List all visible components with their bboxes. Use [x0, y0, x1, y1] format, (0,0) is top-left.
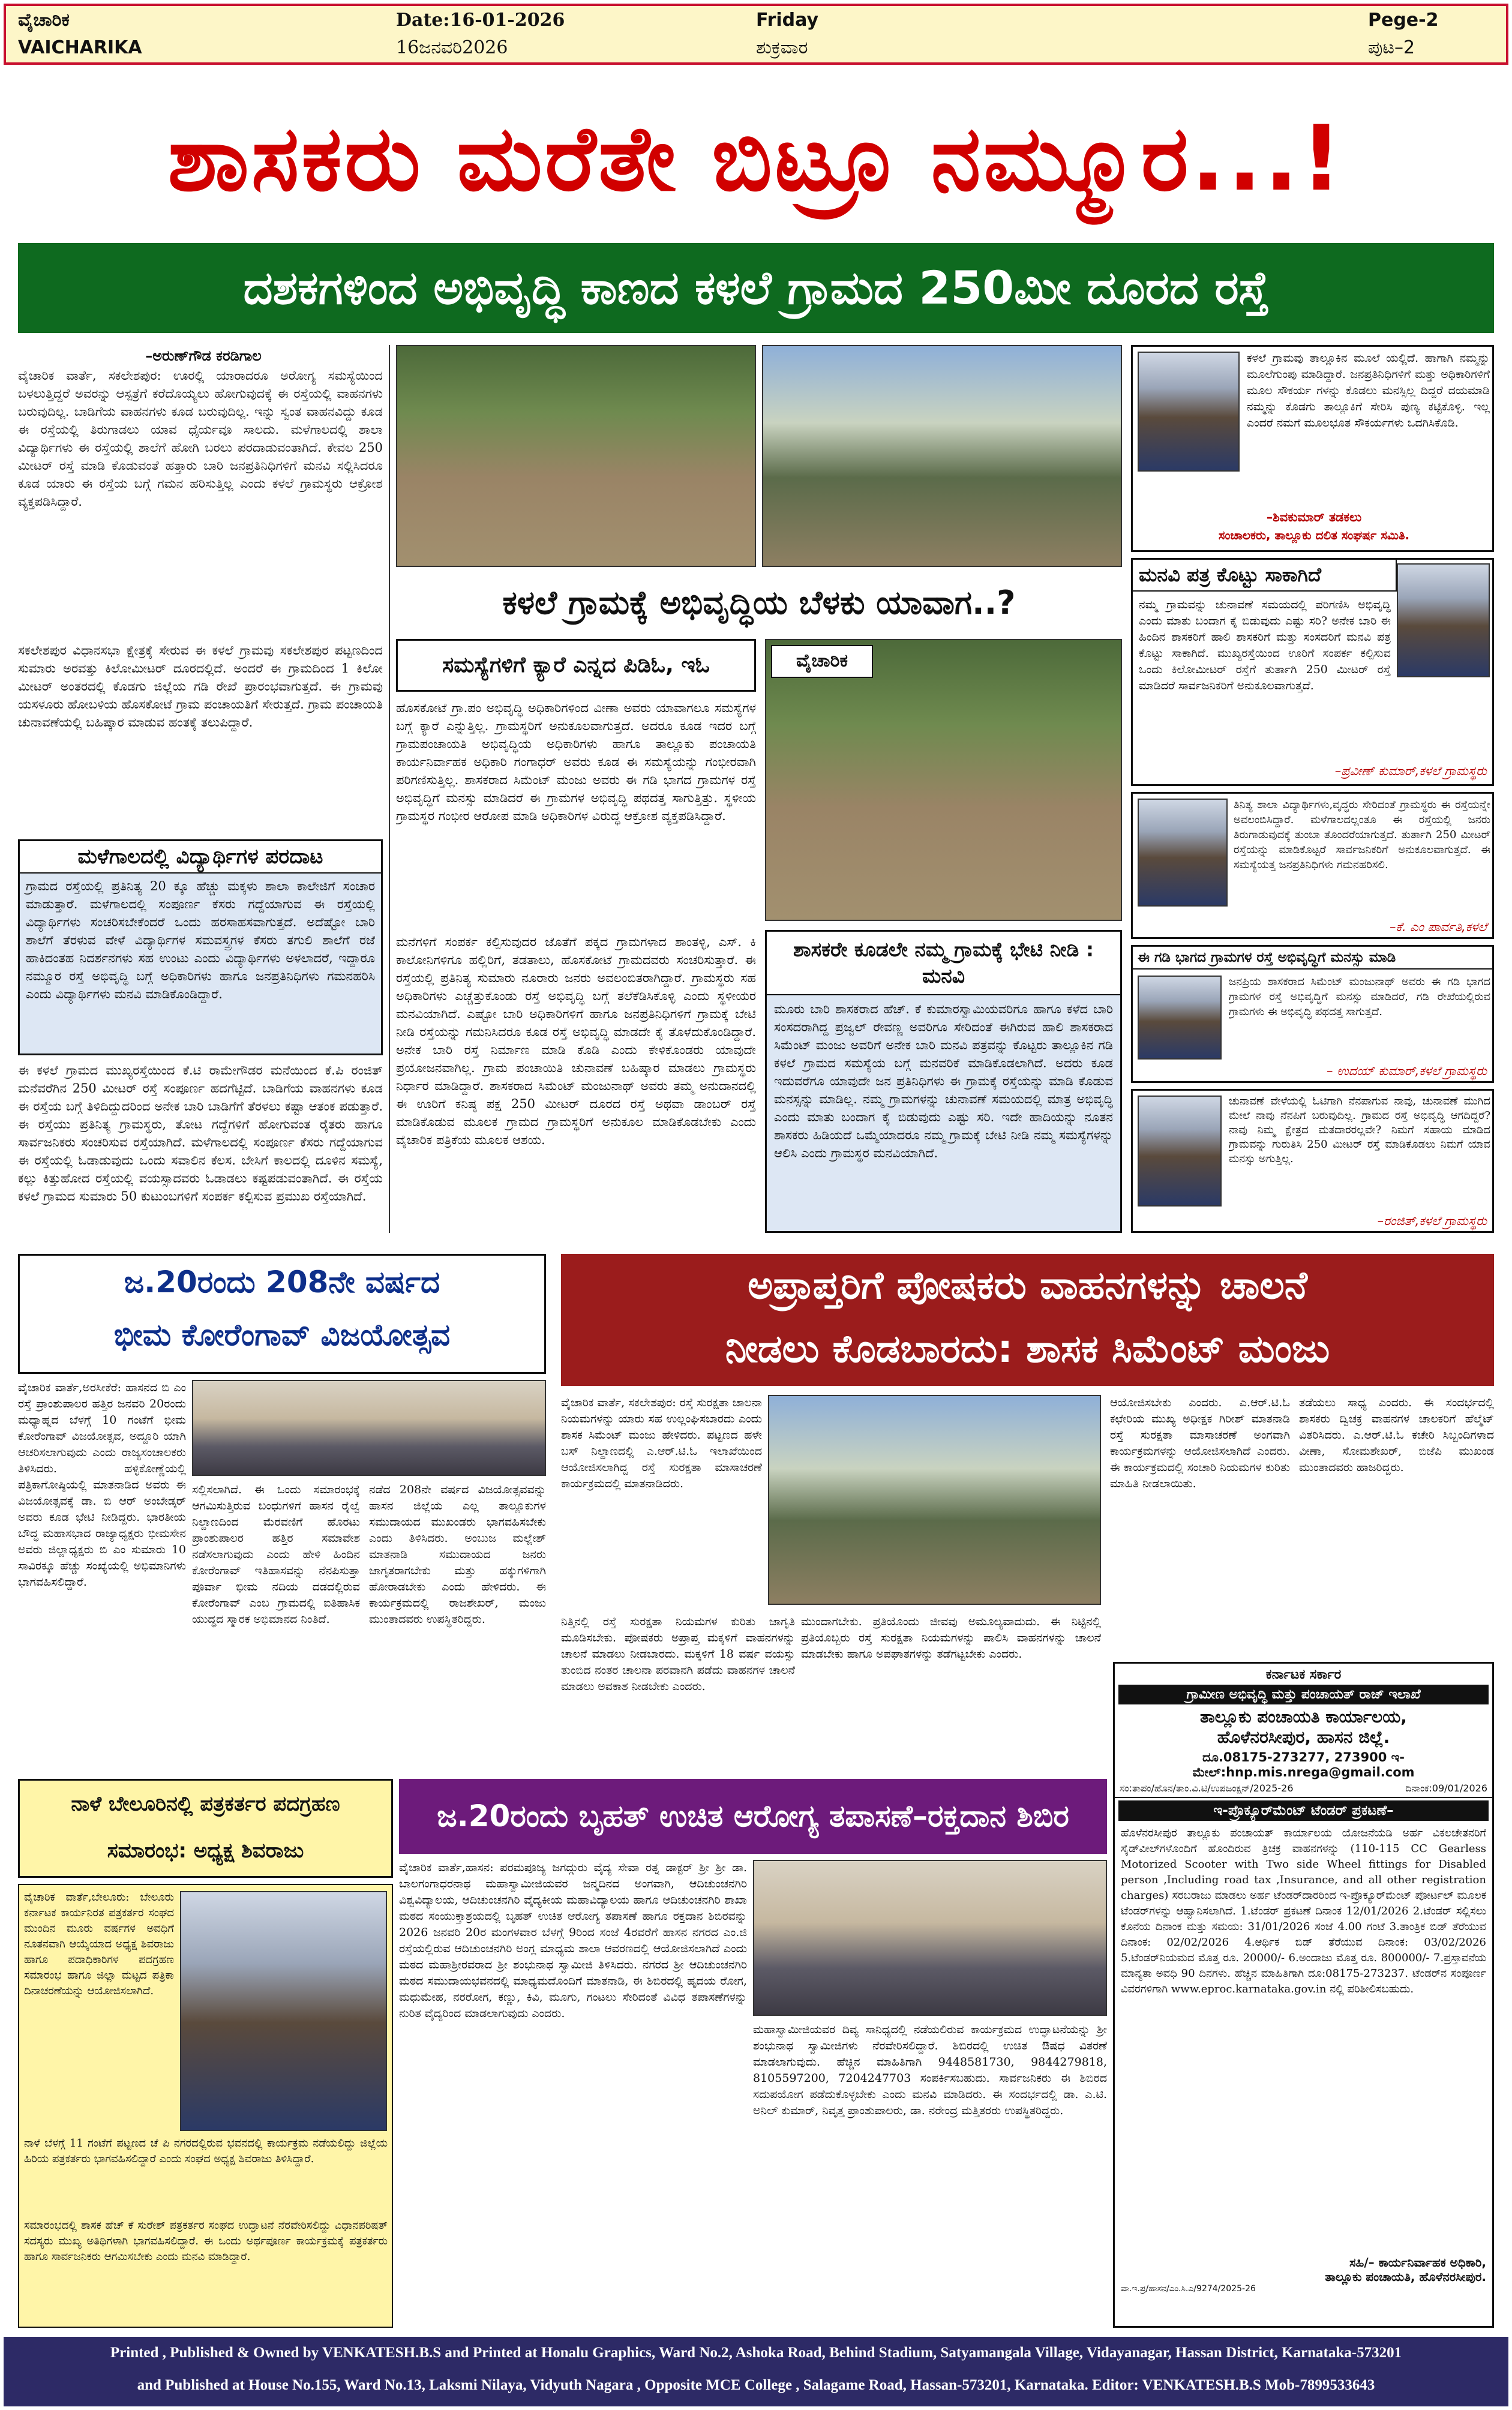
- road-safety-title-box: [561, 1254, 1494, 1386]
- health-story-title: ಜ.20ರಂದು ಬೃಹತ್ ಉಚಿತ ಆರೋಗ್ಯ ತಪಾಸಣೆ–ರಕ್ತದಾನ ಶಿಬಿರ: [437, 1799, 1069, 1833]
- appeal-box: [765, 930, 1122, 1233]
- mid-story-body: ಹೊಸಕೋಟೆ ಗ್ರಾ.ಪಂ ಅಭಿವೃದ್ಧಿ ಅಧಿಕಾರಿಗಳಿಂದ ವೀಣಾ ಅವರು ಯಾವಾಗಲೂ ಸಮಸ್ಯೆಗಳ ಬಗ್ಗೆ ಕ್ಯಾರೆ ಎನ್ನುತ್ತಿಲ್ಲ. ಗ್ರಾಮಸ್ಥರಿಗೆ ಅನುಕೂಲವಾಗುತ್ತದೆ. ಅದರೂ ಕೂಡ ಇದರ ಬಗ್ಗೆ ಗ್ರಾಮಪಂಚಾಯತಿ ಅಭಿವೃದ್ಧಿಯ ಅಧಿಕಾರಿಗಳು ಹಾಗೂ ತಾಲ್ಲೂಕು ಪಂಚಾಯತಿ ಕಾರ್ಯನಿರ್ವಾಹಕ ಅಧಿಕಾರಿ ಗಂಗಾಧರ್ ಅವರು ಕೂಡ ಈ ಸಮಸ್ಯೆಯನ್ನು ಗಂಭೀರವಾಗಿ ಪರಿಗಣಿಸುತ್ತಿಲ್ಲ. ಶಾಸಕರಾದ ಸಿಮೆಂಟ್ ಮಂಜು ಅವರು ಈ ಗಡಿ ಭಾಗದ ಗ್ರಾಮಗಳ ರಸ್ತೆ ಅಭಿವೃದ್ಧಿಗೆ ಮನಸ್ಸು ಮಾಡಿದರೆ ಈ ಗ್ರಾಮಗಳ ಅಭಿವೃದ್ಧಿ ಪಥದತ್ತ ಸಾಗುತ್ತಿತ್ತು. ಸ್ಥಳೀಯ ಗ್ರಾಮಸ್ಥರ ಗಂಭೀರ ಆರೋಪ ಮಾಡಿ ಅಧಿಕಾರಿಗಳ ವಿರುದ್ಧ ಆಕ್ರೋಶ ವ್ಯಕ್ತಪಡಿಸಿದ್ದಾರೆ.: [396, 701, 756, 823]
- lead-body-3: ಈ ಕಳಲೆ ಗ್ರಾಮದ ಮುಖ್ಯರಸ್ತೆಯಿಂದ ಕೆ.ಟಿ ರಾಮೇಗೌಡರ ಮನೆಯಿಂದ ಕೆ.ಪಿ ರಂಜಿತ್ ಮನೆವರೆಗಿನ 250 ಮೀಟರ್ ರಸ್ತೆ ಸಂಪೂರ್ಣ ಹದಗೆಟ್ಟಿದೆ. ಬಾಡಿಗೆಯ ವಾಹನಗಳು ಕೂಡ ಈ ರಸ್ತೆಯ ಬಗ್ಗೆ ತಿಳಿದಿದ್ದುದರಿಂದ ಅನೇಕ ಬಾರಿ ಬಾಡಿಗೆಗೆ ತೆರಳಲು ಕಷ್ಟಾ ಆತಂಕ ಪಡುತ್ತಾರೆ. ಈ ರಸ್ತೆಯು ಪ್ರತಿನಿತ್ಯ ಗ್ರಾಮಸ್ಥರು, ತೋಟ ಗದ್ದೆಗಳಿಗೆ ಹೋಗುವಂತ ರೈತರು ಹಾಗೂ ಸಾರ್ವಜನಿಕರು ಸಂಚರಿಸುವ ರಸ್ತೆಯಾಗಿದೆ. ಮಳೆಗಾಲದಲ್ಲಿ ಸಂಪೂರ್ಣ ಕೆಸರು ಗದ್ದೆಯಾಗುವ ಈ ರಸ್ತೆಯಲ್ಲಿ ಓಡಾಡುವುದು ಒಂದು ಸವಾಲಿನ ಕೆಲಸ. ಬೇಸಿಗೆ ಕಾಲದಲ್ಲಿ ದೂಳಿನ ಸಮಸ್ಯೆ, ಕಲ್ಲು ಕಿತ್ತುಹೋದ ರಸ್ತೆಯಲ್ಲಿ ವಯಸ್ಸಾದವರು ಓಡಾಡಲು ಕಷ್ಟಪಡುವಂತಾಗಿದೆ. ಈ ರಸ್ತೆಯ ಕಳಲೆ ಗ್ರಾಮದ ಸುಮಾರು 50 ಕುಟುಂಬಗಳಿಗೆ ಸಂಪರ್ಕ ಕಲ್ಪಿಸುವ ಪ್ರಮುಖ ರಸ್ತೆಯಾಗಿದೆ.: [18, 1063, 383, 1204]
- tender-office: ತಾಲ್ಲೂಕು ಪಂಚಾಯತಿ ಕಾರ್ಯಾಲಯ,: [1200, 1707, 1407, 1727]
- tender-sign-office: ತಾಲ್ಲೂಕು ಪಂಚಾಯತಿ, ಹೊಳೆನರಸೀಪುರ.: [1325, 2270, 1486, 2284]
- right-quote-1: [1131, 345, 1494, 552]
- journalist-title-line2: ಸಮಾರಂಭ: ಅಧ್ಯಕ್ಷ ಶಿವರಾಜು: [107, 1839, 304, 1863]
- health-story-title-box: [399, 1779, 1107, 1854]
- portrait-ranjith: [1138, 1096, 1222, 1206]
- masthead-page-kn: ಪುಟ–2: [1368, 37, 1415, 58]
- tender-footer-ref: ವಾ.ಇ.ಪ್ರ/ಹಾಸನ/ಎಂ.ಸಿ.ಎ/9274/2025-26: [1121, 2284, 1256, 2294]
- tender-heading: ಇ-ಪ್ರೊಕ್ಯೂರ್‌ಮೆಂಟ್ ಟೆಂಡರ್ ಪ್ರಕಟಣೆ–: [1118, 1800, 1489, 1821]
- petition-box-title: ಮನವಿ ಪತ್ರ ಕೊಟ್ಟು ಸಾಕಾಗಿದೆ: [1133, 560, 1397, 592]
- tender-ref-row: [1115, 1780, 1492, 1798]
- health-press-photo: [753, 1860, 1107, 2016]
- sub-headline-text: ದಶಕಗಳಿಂದ ಅಭಿವೃದ್ಧಿ ಕಾಣದ ಕಳಲೆ ಗ್ರಾಮದ 250ಮೀ ದೂರದ ರಸ್ತೆ: [243, 261, 1269, 314]
- students-box: [18, 839, 383, 1055]
- quote3-sig: –ಕೆ. ಎಂ ಪಾರ್ವತಿ,ಕಳಲೆ: [1390, 920, 1487, 934]
- mid-story-title-box: [396, 639, 756, 692]
- bhima-title-line2: ಭೀಮ ಕೋರೆಂಗಾವ್ ವಿಜಯೋತ್ಸವ: [113, 1317, 451, 1352]
- masthead: [4, 4, 1508, 65]
- tender-sign-title: ಸಹಿ/– ಕಾರ್ಯನಿರ್ವಾಹಕ ಅಧಿಕಾರಿ,: [1349, 2255, 1486, 2270]
- petition-box-body: ನಮ್ಮ ಗ್ರಾಮವನ್ನು ಚುನಾವಣೆ ಸಮಯದಲ್ಲಿ ಪರಿಗಣಿಸಿ ಅಭಿವೃದ್ಧಿ ಎಂದು ಮಾತು ಬಂದಾಗ ಕೈ ಬಿಡುವುದು ಎಷ್ಟು ಸರಿ? ಅನೇಕ ಬಾರಿ ಈ ಹಿಂದಿನ ಶಾಸಕರಿಗೆ ಹಾಲಿ ಶಾಸಕರಿಗೆ ಮತ್ತು ಸಂಸದರಿಗೆ ಮನವಿ ಪತ್ರ ಕೊಟ್ಟು ಸಾಕಾಗಿದೆ. ಮುಖ್ಯರಸ್ತೆಯಿಂದ ಊರಿಗೆ ಸಂಪರ್ಕ ಕಲ್ಪಿಸುವ ಒಂದು ಕಿಲೋಮೀಟರ್ ರಸ್ತೆಗೆ ತುರ್ತಾಗಿ 250 ಮೀಟರ್ ರಸ್ತೆ ಮಾಡಿದರೆ ಸಾರ್ವಜನಿಕರಿಗೆ ಅನುಕೂಲವಾಗುತ್ತದೆ.: [1139, 598, 1391, 692]
- portrait-uday: [1138, 976, 1222, 1060]
- right-box-4: [1131, 945, 1494, 1083]
- journalist-body-3: ಸಮಾರಂಭದಲ್ಲಿ ಶಾಸಕ ಹೆಚ್ ಕೆ ಸುರೇಶ್ ಪತ್ರಕರ್ತರ ಸಂಘದ ಉದ್ಘಾಟನೆ ನೆರವೇರಿಸಲಿದ್ದು ವಿಧಾನಪರಿಷತ್ ಸದಸ್ಯರು ಮುಖ್ಯ ಅತಿಥಿಗಳಾಗಿ ಭಾಗವಹಿಸಲಿದ್ದಾರೆ. ಈ ಒಂದು ಅರ್ಥಪೂರ್ಣ ಕಾರ್ಯಕ್ರಮಕ್ಕೆ ಪತ್ರಕರ್ತರು ಹಾಗೂ ಸಾರ್ವಜನಿಕರು ಆಗಮಿಸಬೇಕು ಎಂದು ಮನವಿ ಮಾಡಿದ್ದಾರೆ.: [24, 2219, 388, 2263]
- footer-imprint: [4, 2337, 1508, 2406]
- masthead-page-en: Pege-2: [1368, 10, 1439, 31]
- photo-banner: ಕಳಲೆ ಗ್ರಾಮಕ್ಕೆ ಅಭಿವೃದ್ಧಿಯ ಬೆಳಕು ಯಾವಾಗ..?: [502, 584, 1016, 622]
- lead-byline: –ಅರುಣ್‌ಗೌಡ ಕರಡಿಗಾಲ: [145, 347, 262, 364]
- box4-title: ಈ ಗಡಿ ಭಾಗದ ಗ್ರಾಮಗಳ ರಸ್ತೆ ಅಭಿವೃದ್ಧಿಗೆ ಮನಸ್ಸು ಮಾಡಿ: [1133, 947, 1492, 970]
- journalist-title-line1: ನಾಳೆ ಬೇಲೂರಿನಲ್ಲಿ ಪತ್ರಕರ್ತರ ಪದಗ್ರಹಣ: [71, 1792, 340, 1816]
- lead-story-column: [18, 345, 390, 1233]
- journalist-body-2: ನಾಳೆ ಬೆಳಗ್ಗೆ 11 ಗಂಟೆಗೆ ಪಟ್ಟಣದ ಚೆ ಪಿ ನಗರದಲ್ಲಿರುವ ಭವನದಲ್ಲಿ ಕಾರ್ಯಕ್ರಮ ನಡೆಯಲಿದ್ದು ಜಿಲ್ಲೆಯ ಹಿರಿಯ ಪತ್ರಕರ್ತರು ಭಾಗವಹಿಸಲಿದ್ದಾರೆ ಎಂದು ಸಂಘದ ಅಧ್ಯಕ್ಷ ಶಿವರಾಜು ತಿಳಿಸಿದ್ದಾರೆ.: [24, 2137, 388, 2165]
- students-box-title: ಮಳೆಗಾಲದಲ್ಲಿ ವಿದ್ಯಾರ್ಥಿಗಳ ಪರದಾಟ: [20, 841, 381, 874]
- quote5-sig: –ರಂಜಿತ್,ಕಳಲೆ ಗ್ರಾಮಸ್ಥರು: [1377, 1214, 1487, 1228]
- portrait-shivaraju: [180, 1891, 387, 2131]
- journalist-story-body-area: [18, 1884, 393, 2328]
- road-safety-body-1: ವೈಚಾರಿಕ ವಾರ್ತೆ, ಸಕಲೇಶಪುರ: ರಸ್ತೆ ಸುರಕ್ಷತಾ ಚಾಲನಾ ನಿಯಮಗಳನ್ನು ಯಾರು ಸಹ ಉಲ್ಲಂಘಿಸಬಾರದು ಎಂದು ಶಾಸಕ ಸಿಮೆಂಟ್ ಮಂಜು ಹೇಳಿದರು. ಪಟ್ಟಣದ ಹಳೇ ಬಸ್ ನಿಲ್ದಾಣದಲ್ಲಿ ಎ.ಆರ್.ಟಿ.ಓ ಇಲಾಖೆಯಿಂದ ಆಯೋಜಿಸಲಾಗಿದ್ದ ರಸ್ತೆ ಸುರಕ್ಷತಾ ಮಾಸಾಚರಣೆ ಕಾರ್ಯಕ್ರಮದಲ್ಲಿ ಮಾತನಾಡಿದರು.: [561, 1396, 762, 1490]
- lead-body-2: ಸಕಲೇಶಪುರ ವಿಧಾನಸಭಾ ಕ್ಷೇತ್ರಕ್ಕೆ ಸೇರುವ ಈ ಕಳಲೆ ಗ್ರಾಮವು ಸಕಲೇಶಪುರ ಪಟ್ಟಣದಿಂದ ಸುಮಾರು ಅರವತ್ತು ಕಿಲೋಮೀಟರ್ ದೂರದಲ್ಲಿದೆ. ಅಂದರೆ ಈ ಗ್ರಾಮದಿಂದ 1 ಕಿಲೋ ಮೀಟರ್ ಅಂತರದಲ್ಲಿ ಕೊಡಗು ಜಿಲ್ಲೆಯ ಗಡಿ ರೇಖೆ ಪ್ರಾರಂಭವಾಗುತ್ತದೆ. ಈ ಗ್ರಾಮವು ಯಸಳೂರು ಹೋಬಳಿಯ ಹೊಸಕೋಟೆ ಗ್ರಾಮ ಪಂಚಾಯತಿಗೆ ಸೇರುತ್ತದೆ. ಗ್ರಾಮ ಪಂಚಾಯತಿ ಚುನಾವಣೆಯಲ್ಲಿ ಬಹಿಷ್ಕಾರ ಮಾಡುವ ಹಂತಕ್ಕೆ ತಲುಪಿದ್ದಾರೆ.: [18, 643, 383, 730]
- bhima-title-line1: ಜ.20ರಂದು 208ನೇ ವರ್ಷದ: [124, 1265, 440, 1299]
- journalist-body-1: ವೈಚಾರಿಕ ವಾರ್ತೆ,ಬೇಲೂರು: ಬೇಲೂರು ಕರ್ನಾಟಕ ಕಾರ್ಯನಿರತ ಪತ್ರಕರ್ತರ ಸಂಘದ ಮುಂದಿನ ಮೂರು ವರ್ಷಗಳ ಅವಧಿಗೆ ನೂತನವಾಗಿ ಆಯ್ಕೆಯಾದ ಅಧ್ಯಕ್ಷ ಶಿವರಾಜು ಹಾಗೂ ಪದಾಧಿಕಾರಿಗಳ ಪದಗ್ರಹಣ ಸಮಾರಂಭ ಹಾಗೂ ಜಿಲ್ಲಾ ಮಟ್ಟದ ಪತ್ರಿಕಾ ದಿನಾಚರಣೆಯನ್ನು ಆಯೋಜಿಸಲಾಗಿದೆ.: [24, 1891, 174, 1997]
- tender-place: ಹೊಳೆನರಸೀಪುರ, ಹಾಸನ ಜಿಲ್ಲೆ.: [1217, 1727, 1390, 1747]
- mid-story-body-2: ಮನೆಗಳಿಗೆ ಸಂಪರ್ಕ ಕಲ್ಪಿಸುವುದರ ಜೊತೆಗೆ ಪಕ್ಕದ ಗ್ರಾಮಗಳಾದ ಶಾಂತಳ್ಳಿ, ಎಸ್. ಕಿ ಕಾಲೋನಿಗಳಿಗೂ ಹಲ್ಲಿರಿಗೆ, ತಡತಾಲು, ಹೊಸಕೋಟೆ ಗ್ರಾಮದವರು ಸಂಚರಿಸುತ್ತಾರೆ. ಈ ರಸ್ತೆಯಲ್ಲಿ ಪ್ರತಿನಿತ್ಯ ಸುಮಾರು ನೂರಾರು ಜನರು ಅವಲಂಬಿತರಾಗಿದ್ದಾರೆ. ಗ್ರಾಮಸ್ಥರು ಸಹ ಅಧಿಕಾರಿಗಳು ಎಚ್ಚೆತ್ತುಕೊಂಡು ರಸ್ತೆ ಅಭಿವೃದ್ಧಿ ಬಗ್ಗೆ ತಲೆಕೆಡಿಸಿಕೊಳ್ಳಿ ಎಂದು ಸ್ಥಳೀಯರ ಮನವಿಯಾಗಿದೆ. ಎಷ್ಟೋ ಬಾರಿ ಅಧಿಕಾರಿಗಳಿಗೆ ಹಾಗೂ ಜನಪ್ರತಿನಿಧಿಗಳಿಗೆ ಗ್ರಾಮಕ್ಕೆ ಬೇಟಿ ನೀಡಿ ರಸ್ತೆಯನ್ನು ಗಮನಿಸಿದರೂ ಕೂಡ ರಸ್ತೆ ಅಭಿವೃದ್ಧಿ ಮಾಡದೇ ಕೈ ತೊಳೆದುಕೊಂಡಿದ್ದಾರೆ. ಅನೇಕ ಬಾರಿ ರಸ್ತೆ ನಿರ್ಮಾಣ ಮಾಡಿ ಕೊಡಿ ಎಂದು ಕೇಳಿಕೊಂಡರು ಯಾವುದೇ ಪ್ರಯೋಜನವಾಗಿಲ್ಲ. ಗ್ರಾಮ ಪಂಚಾಯಿತಿ ಚುನಾವಣೆ ಬಹಿಷ್ಕಾರ ಮಾಡಲು ಗ್ರಾಮಸ್ಥರು ನಿರ್ಧಾರ ಮಾಡಿದ್ದಾರೆ. ಶಾಸಕರಾದ ಸಿಮೆಂಟ್ ಮಂಜುನಾಥ್ ಅವರು ತಮ್ಮ ಅನುದಾನದಲ್ಲಿ ಈ ಊರಿಗೆ ಕನಿಷ್ಠ ಪಕ್ಷ 250 ಮೀಟರ್ ದೂರದ ರಸ್ತೆ ಅಥವಾ ಡಾಂಬರ್ ರಸ್ತೆ ಮಾಡಿಕೊಡುವ ಮೂಲಕ ಗ್ರಾಮದ ಗ್ರಾಮಸ್ಥರಿಗೆ ಅನುಕೂಲ ಮಾಡಿಕೊಡಬೇಕು ಎಂದು ವೈಚಾರಿಕ ಪತ್ರಿಕೆಯ ಮೂಲಕ ಆಶಯ.: [396, 935, 756, 1147]
- bhima-story-title-box: [18, 1254, 546, 1374]
- tender-email: ಮೇಲ್:hnp.mis.nrega@gmail.com: [1192, 1765, 1415, 1779]
- bhima-body-1: ವೈಚಾರಿಕ ವಾರ್ತೆ,ಅರಸೀಕೆರೆ: ಹಾಸನದ ಬಿ ಎಂ ರಸ್ತೆ ಪ್ರಾಂಶುಪಾಲರ ಹತ್ತಿರ ಜನವರಿ 20ರಂದು ಮಧ್ಯಾಹ್ನದ ಬೆಳಗ್ಗೆ 10 ಗಂಟೆಗೆ ಭೀಮ ಕೋರೆಂಗಾವ್ ವಿಜಯೋತ್ಸವ, ಅದ್ದೂರಿ ಯಾಗಿ ಆಚರಿಸಲಾಗುವುದು ಎಂದು ರಾಜ್ಯಸಂಚಾಲಕರು ತಿಳಿಸಿದರು. ಹಳ್ಳಿಕೋಣ್ಣೆಯಲ್ಲಿ ಪತ್ರಿಕಾಗೋಷ್ಠಿಯಲ್ಲಿ ಮಾತನಾಡಿದ ಅವರು ಈ ವಿಜಯೋತ್ಸವಕ್ಕೆ ಡಾ. ಬಿ ಆರ್ ಅಂಬೇಡ್ಕರ್ ಅವರು ಕೂಡ ಭೇಟಿ ನೀಡಿದ್ದರು. ಭಾರತೀಯ ಬೌದ್ಧ ಮಹಾಸಭಾದ ರಾಜ್ಯಾಧ್ಯಕ್ಷರು ಭೀಮಸೇನ ಅವರು ಜಿಲ್ಲಾಧ್ಯಕ್ಷರು ಬಿ ಎಂ ಸುಮಾರು 10 ಸಾವಿರಕ್ಕೂ ಹೆಚ್ಚು ಸಂಖ್ಯೆಯಲ್ಲಿ ಅಭಿಮಾನಿಗಳು ಭಾಗವಹಿಸಲಿದ್ದಾರೆ.: [18, 1381, 186, 1589]
- tender-govt: ಕರ್ನಾಟಕ ಸರ್ಕಾರ: [1265, 1667, 1342, 1682]
- portrait-shivakumar: [1138, 352, 1240, 472]
- masthead-name-en: VAICHARIKA: [18, 37, 142, 58]
- road-safety-body-3: ಮುಂದಾಗಬೇಕು. ಪ್ರತಿಯೊಂದು ಜೀವವು ಅಮೂಲ್ಯವಾದುದು. ಈ ನಿಟ್ಟಿನಲ್ಲಿ ಪ್ರತಿಯೊಬ್ಬರು ರಸ್ತೆ ಸುರಕ್ಷತಾ ನಿಯಮಗಳನ್ನು ಪಾಲಿಸಿ ವಾಹನಗಳನ್ನು ಚಾಲನೆ ಮಾಡಬೇಕು ಹಾಗೂ ಅಪಘಾತಗಳನ್ನು ತಡೆಗಟ್ಟಬೇಕು ಎಂದರು.: [801, 1615, 1101, 1661]
- villagers-photo: [762, 345, 1122, 567]
- bhima-body-2: ಸಲ್ಲಿಸಲಾಗಿದೆ. ಈ ಒಂದು ಸಮಾರಂಭಕ್ಕೆ ಆಗಮಿಸುತ್ತಿರುವ ಬಂಧುಗಳಿಗೆ ಹಾಸನ ರೈಲ್ವೆ ನಿಲ್ದಾಣದಿಂದ ಮೆರವಣಿಗೆ ಹೊರಟು ಪ್ರಾಂಶುಪಾಲರ ಹತ್ತಿರ ಸಮಾವೇಶ ನಡೆಸಲಾಗುವುದು ಎಂದು ಹೇಳಿ ಹಿಂದಿನ ಕೋರೆಂಗಾವ್ ಇತಿಹಾಸವನ್ನು ನೆನಪಿಸುತ್ತಾ ಪೂರ್ವಾ ಭೀಮ ನದಿಯ ದಡದಲ್ಲಿರುವ ಕೋರೆಂಗಾವ್ ಎಂಬ ಗ್ರಾಮದಲ್ಲಿ ಐತಿಹಾಸಿಕ ಯುದ್ಧದ ಸ್ಮಾರಕ ಅಭಿಮಾನದ ನಿಂತಿದೆ.: [192, 1483, 360, 1626]
- health-body-2: ಮಹಾಸ್ವಾಮೀಜಿಯವರ ದಿವ್ಯ ಸಾನಿಧ್ಯದಲ್ಲಿ ನಡೆಯಲಿರುವ ಕಾರ್ಯಕ್ರಮದ ಉದ್ಘಾಟನೆಯನ್ನು ಶ್ರೀ ಶಂಭುನಾಥ ಸ್ವಾಮೀಜಿಗಳು ನೆರವೇರಿಸಲಿದ್ದಾರೆ. ಶಿಬಿರದಲ್ಲಿ ಉಚಿತ ಔಷಧ ವಿತರಣೆ ಮಾಡಲಾಗುವುದು. ಹೆಚ್ಚಿನ ಮಾಹಿತಿಗಾಗಿ 9448581730, 9844279818, 8105597200, 7204247703 ಸಂಪರ್ಕಿಸಬಹುದು. ಸಾರ್ವಜನಿಕರು ಈ ಶಿಬಿರದ ಸದುಪಯೋಗ ಪಡೆದುಕೊಳ್ಳಬೇಕು ಎಂದು ಮನವಿ ಮಾಡಿದರು. ಈ ಸಂದರ್ಭದಲ್ಲಿ ಡಾ. ಎ.ಟಿ. ಅನಿಲ್ ಕುಮಾರ್, ನಿವೃತ್ತ ಪ್ರಾಂಶುಪಾಲರು, ಡಾ. ನರೇಂದ್ರ ಮತ್ತಿತರರು ಉಪಸ್ಥಿತರಿದ್ದರು.: [753, 2023, 1107, 2117]
- bhima-body-3: ನಡೆದ 208ನೇ ವರ್ಷದ ವಿಜಯೋತ್ಸವವನ್ನು ಹಾಸನ ಜಿಲ್ಲೆಯ ಎಲ್ಲ ತಾಲ್ಲೂಕುಗಳ ಸಮುದಾಯದ ಮುಖಂಡರು ಭಾಗವಹಿಸಬೇಕು ಎಂದು ತಿಳಿಸಿದರು. ಅಂಬುಜ ಮಲ್ಲೇಶ್ ಮಾತನಾಡಿ ಸಮುದಾಯದ ಜನರು ಜಾಗೃತರಾಗಬೇಕು ಮತ್ತು ಹಕ್ಕುಗಳಿಗಾಗಿ ಹೋರಾಡಬೇಕು ಎಂದು ಹೇಳಿದರು. ಈ ಕಾರ್ಯಕ್ರಮದಲ್ಲಿ ರಾಜಶೇಖರ್, ಮಂಜು ಮುಂತಾದವರು ಉಪಸ್ಥಿತರಿದ್ದರು.: [369, 1483, 546, 1626]
- quote1-sig-name: –ಶಿವಕುಮಾರ್ ತಡಕಲು: [1266, 510, 1362, 524]
- footer-line-2: and Published at House No.155, Ward No.13, Laksmi Nilaya, Vidyuth Nagara , Opposite MCE College , Salagame Road, Hassan-573201, Karnataka. Editor: VENKATESH.B.S Mob-7899533643: [137, 2377, 1375, 2393]
- quote5-body: ಚುನಾವಣೆ ವೇಳೆಯಲ್ಲಿ ಓಟಿಗಾಗಿ ನೆನಪಾಗುವ ನಾವು, ಚುನಾವಣೆ ಮುಗಿದ ಮೇಲೆ ನಾವು ನೆನಪಿಗೆ ಬರುವುದಿಲ್ಲ. ಗ್ರಾಮದ ರಸ್ತೆ ಅಭಿವೃದ್ಧಿ ಆಗದಿದ್ದರೆ? ನಾವು ನಿಮ್ಮ ಕ್ಷೇತ್ರದ ಮತದಾರರಲ್ಲವೇ? ನಿಮಗೆ ಸಹಾಯ ಮಾಡಿದ ಗ್ರಾಮವನ್ನು ಗುರುತಿಸಿ 250 ಮೀಟರ್ ರಸ್ತೆ ಮಾಡಿಕೊಡಲು ನಿಮಗೆ ಯಾವ ಮನಸ್ಸು ಅಗುತ್ತಿಲ್ಲ.: [1229, 1095, 1490, 1165]
- road-safety-title-line1: ಅಪ್ರಾಪ್ತರಿಗೆ ಪೋಷಕರು ವಾಹನಗಳನ್ನು ಚಾಲನೆ: [748, 1263, 1307, 1308]
- quote1-body: ಕಳಲೆ ಗ್ರಾಮವು ತಾಲ್ಲೂಕಿನ ಮೂಲೆ ಯಲ್ಲಿದೆ. ಹಾಗಾಗಿ ನಮ್ಮನ್ನು ಮೂಲೆಗುಂಪು ಮಾಡಿದ್ದಾರೆ. ಜನಪ್ರತಿನಿಧಿಗಳಿಗೆ ಮತ್ತು ಅಧಿಕಾರಿಗಳಿಗೆ ಮೂಲ ಸೌಕರ್ಯ ಗಳನ್ನು ಕೊಡಲು ಮನಸ್ಸಿಲ್ಲ ದಿದ್ದರೆ ದಯಮಾಡಿ ನಮ್ಮನ್ನು ಕೊಡಗು ತಾಲ್ಲೂಕಿಗೆ ಸೇರಿಸಿ ಪುಣ್ಯ ಕಟ್ಟಿಕೊಳ್ಳಿ. ಇಲ್ಲ ಎಂದರೆ ನಮಗೆ ಮೂಲಭೂತ ಸೌಕರ್ಯಗಳು ಒದಗಿಸಿಕೊಡಿ.: [1247, 352, 1490, 430]
- masthead-day-en: Friday: [756, 10, 819, 31]
- road-safety-title-line2: ನೀಡಲು ಕೊಡಬಾರದು: ಶಾಸಕ ಸಿಮೆಂಟ್ ಮಂಜು: [725, 1327, 1330, 1371]
- tender-body: ಹೊಳೆನರಸೀಪುರ ತಾಲ್ಲೂಕು ಪಂಚಾಯತ್ ಕಾರ್ಯಾಲಯ ಯೋಜನೆಯಡಿ ಅರ್ಹ ವಿಕಲಚೇತನರಿಗೆ ಸೈಡ್‌ವೀಲ್‌ಗಳೊಂದಿಗೆ ಹೊಂದಿರುವ ತ್ರಿಚಕ್ರ ವಾಹನಗಳನ್ನು (110-115 CC Gearless Motorized Scooter with Two side Wheel fittings for Disabled person ,Including road tax ,Insurance, and all other registration charges) ಸರಬರಾಜು ಮಾಡಲು ಅರ್ಹ ಟೆಂಡರ್‌ದಾರರಿಂದ ಇ-ಪ್ರೊಕ್ಯೂರ್‌ಮೆಂಟ್ ಪೋರ್ಟಲ್ ಮೂಲಕ ಟೆಂಡರ್‌ಗಳನ್ನು ಆಹ್ವಾನಿಸಲಾಗಿದೆ. 1.ಟೆಂಡರ್ ಪ್ರಕಟಣೆ ದಿನಾಂಕ 12/01/2026 2.ಟೆಂಡರ್ ಸಲ್ಲಿಸಲು ಕೊನೆಯ ದಿನಾಂಕ ಮತ್ತು ಸಮಯ: 31/01/2026 ಸಂಜೆ 4.00 ಗಂಟೆ 3.ತಾಂತ್ರಿಕ ಬಿಡ್ ತೆರೆಯುವ ದಿನಾಂಕ: 02/02/2026 4.ಆರ್ಥಿಕ ಬಿಡ್ ತೆರೆಯುವ ದಿನಾಂಕ: 03/02/2026 5.ಟೆಂಡರ್‌ನಿಯಮದ ಮೊತ್ತ ರೂ. 20000/- 6.ಅಂದಾಜು ಮೊತ್ತ ರೂ. 800000/- 7.ಪ್ರಸ್ತಾವನೆಯ ಮಾನ್ಯತಾ ಅವಧಿ 90 ದಿನಗಳು. ಹೆಚ್ಚಿನ ಮಾಹಿತಿಗಾಗಿ ದೂ:08175-273237. ಟೆಂಡರ್‌ನ ಸಂಪೂರ್ಣ ವಿವರಗಳಿಗಾಗಿ www.eproc.karnataka.gov.in ನಲ್ಲಿ ಪರಿಶೀಲಿಸಬಹುದು.: [1121, 1827, 1486, 1995]
- portrait-praveen: [1397, 563, 1490, 677]
- vaicharika-logo-text: ವೈಚಾರಿಕ: [796, 650, 848, 671]
- right-quote-5: [1131, 1089, 1494, 1233]
- appeal-box-title: ಶಾಸಕರೇ ಕೂಡಲೇ ನಮ್ಮ ಗ್ರಾಮಕ್ಕೆ ಭೇಟಿ ನೀಡಿ : ಮನವಿ: [767, 932, 1120, 995]
- mid-story-title: ಸಮಸ್ಯೆಗಳಿಗೆ ಕ್ಯಾರೆ ಎನ್ನದ ಪಿಡಿಓ, ಇಓ: [442, 653, 710, 677]
- road-safety-body-2: ನಿತ್ತಿನಲ್ಲಿ ರಸ್ತೆ ಸುರಕ್ಷತಾ ನಿಯಮಗಳ ಕುರಿತು ಜಾಗೃತಿ ಮೂಡಿಸಬೇಕು. ಪೋಷಕರು ಅಪ್ರಾಪ್ತ ಮಕ್ಕಳಿಗೆ ವಾಹನಗಳನ್ನು ಚಾಲನೆ ಮಾಡಲು ನೀಡಬಾರದು. ಮಕ್ಕಳಿಗೆ 18 ವರ್ಷ ವಯಸ್ಸು ತುಂಬಿದ ನಂತರ ಚಾಲನಾ ಪರವಾನಗಿ ಪಡೆದು ವಾಹನಗಳ ಚಾಲನೆ ಮಾಡಲು ಅವಕಾಶ ನೀಡಬೇಕು ಎಂದರು.: [561, 1615, 795, 1693]
- tender-notice: [1113, 1662, 1494, 2328]
- sub-headline-banner: [18, 243, 1494, 333]
- road-safety-body-4: ಆಯೋಜಿಸಬೇಕು ಎಂದರು. ಎ.ಆರ್.ಟಿ.ಓ ಕಛೇರಿಯ ಮುಖ್ಯ ಅಧೀಕ್ಷಕ ಗಿರೀಶ್ ಮಾತನಾಡಿ ರಸ್ತೆ ಸುರಕ್ಷತಾ ಮಾಸಾಚರಣೆ ಅಂಗವಾಗಿ ಕಾರ್ಯಕ್ರಮಗಳನ್ನು ಆಯೋಜಿಸಲಾಗಿದೆ ಎಂದರು. ಈ ಕಾರ್ಯಕ್ರಮದಲ್ಲಿ ಸಂಚಾರಿ ನಿಯಮಗಳ ಕುರಿತು ಮಾಹಿತಿ ನೀಡಲಾಯಿತು.: [1110, 1396, 1290, 1490]
- bhima-press-photo: [192, 1380, 546, 1476]
- right-quote-3: [1131, 792, 1494, 939]
- tender-dept: ಗ್ರಾಮೀಣ ಅಭಿವೃದ್ಧಿ ಮತ್ತು ಪಂಚಾಯತ್ ರಾಜ್ ಇಲಾಖೆ: [1118, 1685, 1489, 1704]
- portrait-parvathi: [1138, 799, 1228, 907]
- footer-line-1: Printed , Published & Owned by VENKATESH.B.S and Printed at Honalu Graphics, Ward No.2, Ashoka Road, Behind Stadium, Satyamangala Village, Vidayanagar, Hassan District, Karnataka-573201: [110, 2345, 1402, 2361]
- students-road-photo: [765, 639, 1122, 921]
- health-body-1: ವೈಚಾರಿಕ ವಾರ್ತೆ,ಹಾಸನ: ಪರಮಪೂಜ್ಯ ಜಗದ್ಗುರು ವೈದ್ಯ ಸೇವಾ ರತ್ನ ಡಾಕ್ಟರ್ ಶ್ರೀ ಶ್ರೀ ಡಾ. ಬಾಲಗಂಗಾಧರನಾಥ ಮಹಾಸ್ವಾಮೀಜಿಯವರ ಜನ್ಮದಿನದ ಅಂಗವಾಗಿ, ಆದಿಚುಂಚನಗಿರಿ ವಿಶ್ವವಿದ್ಯಾಲಯ, ಆದಿಚುಂಚನಗಿರಿ ವೈದ್ಯಕೀಯ ಮಹಾವಿದ್ಯಾಲಯ ಹಾಗೂ ಆದಿಚುಂಚನಗಿರಿ ಶಾಖಾ ಮಠದ ಸಂಯುಕ್ತಾಶ್ರಯದಲ್ಲಿ ಬೃಹತ್ ಉಚಿತ ಆರೋಗ್ಯ ತಪಾಸಣೆ ಹಾಗೂ ರಕ್ತದಾನ ಶಿಬಿರವನ್ನು 2026 ಜನವರಿ 20ರ ಮಂಗಳವಾರ ಬೆಳಗ್ಗೆ 9ರಿಂದ ಸಂಜೆ 4ರವರೆಗೆ ಹಾಸನ ನಗರದ ಎಂ.ಜಿ ರಸ್ತೆಯಲ್ಲಿರುವ ಆದಿಚುಂಚನಗಿರಿ ಅಂಗ್ಲ ಮಾಧ್ಯಮ ಶಾಲಾ ಆವರಣದಲ್ಲಿ ಆಯೋಜಿಸಲಾಗಿದೆ ಎಂದು ಮಠದ ಮಹಾಶ್ರೀರವರಾದ ಶ್ರೀ ಶಂಭುನಾಥ ಸ್ವಾಮೀಜಿ ತಿಳಿಸಿದರು. ನಗರದ ಶ್ರೀ ಆದಿಚುಂಚನಗಿರಿ ಮಠದ ಸಮುದಾಯಭವನದಲ್ಲಿ ಮಾಧ್ಯಮದೊಂದಿಗೆ ಮಾತನಾಡಿ, ಈ ಶಿಬಿರದಲ್ಲಿ ಹೃದಯ ರೋಗ, ಮಧುಮೇಹ, ನರರೋಗ, ಕಣ್ಣು, ಕಿವಿ, ಮೂಗು, ಗಂಟಲು ಸೇರಿದಂತೆ ವಿವಿಧ ತಪಾಸಣೆಗಳನ್ನು ನುರಿತ ವೈದ್ಯರಿಂದ ಮಾಡಲಾಗುವುದು ಎಂದರು.: [399, 1861, 747, 2020]
- road-safety-photo: [768, 1395, 1101, 1605]
- road-safety-body-5: ತಡೆಯಲು ಸಾಧ್ಯ ಎಂದರು. ಈ ಸಂದರ್ಭದಲ್ಲಿ ಶಾಸಕರು ದ್ವಿಚಕ್ರ ವಾಹನಗಳ ಚಾಲಕರಿಗೆ ಹೆಲ್ಮೆಟ್ ವಿತರಿಸಿದರು. ಎ.ಆರ್.ಟಿ.ಓ ಕಚೇರಿ ಸಿಬ್ಬಂದಿಗಳಾದ ವೀಣಾ, ಸೋಮಶೇಖರ್, ಬಿಜೆಪಿ ಮುಖಂಡ ಮುಂತಾದವರು ಹಾಜರಿದ್ದರು.: [1299, 1396, 1494, 1474]
- tender-date: ದಿನಾಂಕ:09/01/2026: [1405, 1782, 1487, 1794]
- petition-box-sig: –ಪ್ರವೀಣ್ ಕುಮಾರ್,ಕಳಲೆ ಗ್ರಾಮಸ್ಥರು: [1334, 764, 1487, 778]
- vaicharika-logo-badge: [771, 645, 873, 678]
- box4-sig: – ಉದಯ್ ಕುಮಾರ್,ಕಳಲೆ ಗ್ರಾಮಸ್ಥರು: [1327, 1064, 1487, 1078]
- appeal-box-body: ಮೂರು ಬಾರಿ ಶಾಸಕರಾದ ಹೆಚ್. ಕೆ ಕುಮಾರಸ್ವಾಮಿಯವರಿಗೂ ಹಾಗೂ ಕಳೆದ ಬಾರಿ ಸಂಸದರಾಗಿದ್ದ ಪ್ರಜ್ವಲ್ ರೇವಣ್ಣ ಅವರಿಗೂ ಸೇರಿದಂತೆ ಈಗಿರುವ ಹಾಲಿ ಶಾಸಕರಾದ ಸಿಮೆಂಟ್ ಮಂಜು ಅವರಿಗೆ ಅನೇಕ ಬಾರಿ ಮನವಿ ಪತ್ರವನ್ನು ಕೊಟ್ಟರು ತಾಲ್ಲೂಕಿನ ಗಡಿ ಕಳಲೆ ಗ್ರಾಮದ ಸಮಸ್ಯೆಯ ಬಗ್ಗೆ ಮನವರಿಕೆ ಮಾಡಿಕೊಡಲಾಗಿದೆ. ಅದರು ಕೂಡ ಇದುವರೆಗೂ ಯಾವುದೇ ಜನ ಪ್ರತಿನಿಧಿಗಳು ಈ ಗ್ರಾಮಕ್ಕೆ ರಸ್ತೆಯನ್ನು ಮಾಡಿ ಕೊಡುವ ಮನಸ್ಸನ್ನು ಮಾಡಿಲ್ಲ. ನಮ್ಮ ಗ್ರಾಮಗಳನ್ನು ಚುನಾವಣೆ ಸಮಯದಲ್ಲಿ ಮಾತ್ರ ಅಭಿವೃದ್ಧಿ ಎಂದು ಮಾತು ಬಂದಾಗ ಕೈ ಬಿಡುವುದು ಎಷ್ಟು ಸರಿ. ಇದೇ ಹಾದಿಯನ್ನು ನೂತನ ಶಾಸಕರು ಹಿಡಿಯದೆ ಒಮ್ಮೆಯಾದರೂ ನಮ್ಮ ಗ್ರಾಮಕ್ಕೆ ಬೇಟಿ ನೀಡಿ ನಮ್ಮ ಸಮಸ್ಯೆಗಳನ್ನು ಆಲಿಸಿ ಎಂದು ಗ್ರಾಮಸ್ಥರ ಮನವಿಯಾಗಿದೆ.: [774, 1002, 1113, 1160]
- masthead-date-en: Date:16-01-2026: [396, 10, 565, 31]
- quote3-body: ತಿನಿತ್ಯ ಶಾಲಾ ವಿದ್ಯಾರ್ಥಿಗಳು,ವೃದ್ಧರು ಸೇರಿದಂತೆ ಗ್ರಾಮಸ್ಥರು ಈ ರಸ್ತೆಯನ್ನೇ ಅವಲಂಬಿಸಿದ್ದಾರೆ. ಮಳೆಗಾಲದಲ್ಲಂತೂ ಈ ರಸ್ತೆಯಲ್ಲಿ ಜನರು ತಿರುಗಾಡುವುದಕ್ಕೆ ತುಂಬಾ ತೊಂದರೆಯಾಗುತ್ತದೆ. ತುರ್ತಾಗಿ 250 ಮೀಟರ್ ರಸ್ತೆಯನ್ನು ಮಾಡಿಕೊಟ್ಟರೆ ಸಾರ್ವಜನಿಕರಿಗೆ ಅನುಕೂಲವಾಗುತ್ತದೆ. ಈ ಸಮಸ್ಯೆಯತ್ತ ಜನಪ್ರತಿನಿಧಿಗಳು ಗಮನಹರಿಸಲಿ.: [1234, 799, 1490, 871]
- lead-body-1: ವೈಚಾರಿಕ ವಾರ್ತೆ, ಸಕಲೇಶಪುರ: ಊರಲ್ಲಿ ಯಾರಾದರೂ ಅರೋಗ್ಯ ಸಮಸ್ಯೆಯಿಂದ ಬಳಲುತ್ತಿದ್ದರೆ ಅವರನ್ನು ಆಸ್ಪತ್ರೆಗೆ ಕರೆದೊಯ್ಯಲು ಹೋಗುವುದಕ್ಕೆ ಈ ರಸ್ತೆಯಲ್ಲಿ ವಾಹನಗಳು ಬರುವುದಿಲ್ಲ. ಬಾಡಿಗೆಯ ವಾಹನಗಳು ಕೂಡ ಬರುವುದಿಲ್ಲ. ಇನ್ನು ಸ್ವಂತ ವಾಹನವಿದ್ದು ಕೂಡ ಈ ರಸ್ತೆಯಲ್ಲಿ ತಿರುಗಾಡಲು ಯಾವ ಧೈರ್ಯವೂ ಸಾಲದು. ಮಳೆಗಾಲದಲ್ಲಿ ಶಾಲಾ ವಿದ್ಯಾರ್ಥಿಗಳು ಈ ರಸ್ತೆಯಲ್ಲಿ ಶಾಲೆಗೆ ಹೋಗಿ ಬರಲು ಪರದಾಡುವಂತಾಗಿದೆ. ಕೇವಲ 250 ಮೀಟರ್ ರಸ್ತೆ ಮಾಡಿ ಕೊಡುವಂತೆ ಹತ್ತಾರು ಬಾರಿ ಜನಪ್ರತಿನಿಧಿಗಳಿಗೆ ಮನವಿ ಸಲ್ಲಿಸಿದರೂ ಕೂಡ ಯಾರು ಈ ರಸ್ತೆಯ ಬಗ್ಗೆ ಗಮನ ಹರಿಸುತ್ತಿಲ್ಲ ಎಂದು ಕಳಲೆ ಗ್ರಾಮಸ್ಥರು ಆಕ್ರೋಶ ವ್ಯಕ್ತಪಡಿಸಿದ್ದಾರೆ.: [18, 368, 383, 509]
- box4-body: ಜನಪ್ರಿಯ ಶಾಸಕರಾದ ಸಿಮೆಂಟ್ ಮಂಜುನಾಥ್ ಅವರು ಈ ಗಡಿ ಭಾಗದ ಗ್ರಾಮಗಳ ರಸ್ತೆ ಅಭಿವೃದ್ಧಿಗೆ ಮನಸ್ಸು ಮಾಡಿದರೆ, ಗಡಿ ರೇಖೆಯಲ್ಲಿರುವ ಗ್ರಾಮಗಳು ಈ ಅಭಿವೃದ್ಧಿ ಪಥದತ್ತ ಸಾಗುತ್ತದೆ.: [1229, 976, 1490, 1018]
- students-box-body: ಗ್ರಾಮದ ರಸ್ತೆಯಲ್ಲಿ ಪ್ರತಿನಿತ್ಯ 20 ಕ್ಕೂ ಹೆಚ್ಚು ಮಕ್ಕಳು ಶಾಲಾ ಕಾಲೇಜಿಗೆ ಸಂಚಾರ ಮಾಡುತ್ತಾರೆ. ಮಳೆಗಾಲದಲ್ಲಿ ಸಂಪೂರ್ಣ ಕೆಸರು ಗದ್ದೆಯಾಗುವ ಈ ರಸ್ತೆಯಲ್ಲಿ ವಿದ್ಯಾರ್ಥಿಗಳು ಸಂಚರಿಸಬೇಕೆಂದರೆ ಒಂದು ಹರಸಾಹಸವಾಗುತ್ತದೆ. ಅದೆಷ್ಟೋ ಬಾರಿ ಶಾಲೆಗೆ ತೆರಳುವ ವೇಳೆ ವಿದ್ಯಾರ್ಥಿಗಳ ಸಮವಸ್ತ್ರಗಳ ಕೆಸರು ತಗುಲಿ ಶಾಲೆಗೆ ರಜೆ ಹಾಕಿದಂತಹ ನಿದರ್ಶನಗಳು ಸಹ ಉಂಟು ಎಂದು ವಿದ್ಯಾರ್ಥಿಗಳು ಅಳಲಾದರೆ, ಇದ್ದಾರೂ ನಮ್ಮೂರ ರಸ್ತೆ ಅಭಿವೃದ್ಧಿ ಬಗ್ಗೆ ಅಧಿಕಾರಿಗಳು ಹಾಗೂ ಜನಪ್ರತಿನಿಧಿಗಳು ಗಮನಹರಿಸಿ ಎಂದು ವಿದ್ಯಾರ್ಥಿಗಳು ಮನವಿ ಮಾಡಿಕೊಂಡಿದ್ದಾರೆ.: [26, 879, 375, 1001]
- road-photo-1: [396, 345, 756, 567]
- masthead-day-kn: ಶುಕ್ರವಾರ: [756, 37, 808, 58]
- tender-phone: ದೂ.08175-273277, 273900 ಇ-: [1202, 1750, 1405, 1764]
- main-headline: ಶಾಸಕರು ಮರೆತೇ ಬಿಟ್ರೂ ನಮ್ಮೂರ...!: [167, 107, 1345, 211]
- masthead-date-kn: 16ಜನವರಿ2026: [396, 37, 508, 58]
- journalist-story-title-box: [18, 1779, 393, 1878]
- petition-box: [1131, 558, 1494, 786]
- quote1-sig-role: ಸಂಚಾಲಕರು, ತಾಲ್ಲೂಕು ದಲಿತ ಸಂಘರ್ಷ ಸಮಿತಿ.: [1218, 528, 1410, 542]
- tender-ref: ಸಂ:ತಾಪಂ/ಹೊನ/ತಾಂ.ವಿ.ಟಿ/ಉಪಜಂಕ್ಷನ್/2025-26: [1120, 1782, 1294, 1794]
- masthead-name-kn: ವೈಚಾರಿಕ: [18, 10, 70, 31]
